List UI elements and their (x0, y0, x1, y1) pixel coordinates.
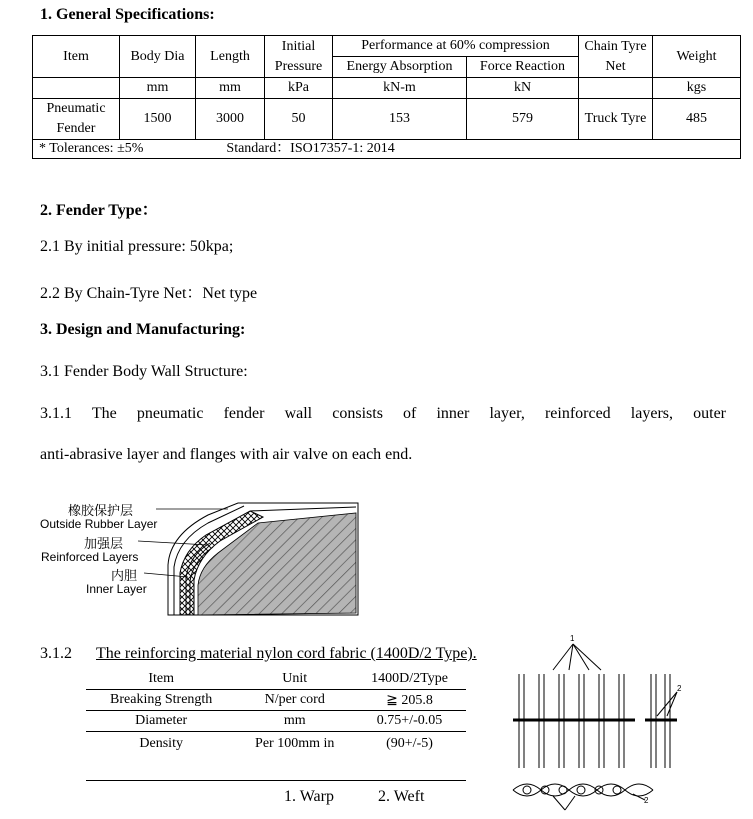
wall-structure-line-2: anti-abrasive layer and flanges with air valve on each end. (40, 446, 413, 463)
cord-row-unit: N/per cord (264, 692, 325, 707)
legend-warp: 1. Warp (284, 788, 334, 805)
header-initial-pressure: Initial Pressure (265, 36, 333, 78)
reinforced-layer-cn: 加强层 (84, 537, 124, 552)
header-energy-absorption: Energy Absorption (333, 57, 467, 78)
fabric-label-2: 2 (677, 684, 682, 693)
unit-body-dia: mm (120, 78, 196, 99)
section-2-title: 2. Fender Type： (40, 202, 158, 219)
row-initial-pressure: 50 (265, 99, 333, 140)
wall-structure-heading: 3.1 Fender Body Wall Structure: (40, 363, 248, 380)
fabric-label-2-bottom: 2 (644, 796, 649, 805)
cord-row-unit: Per 100mm in (255, 736, 335, 751)
cord-header-item: Item (148, 671, 175, 686)
unit-chain-tyre-net (579, 78, 653, 99)
cord-header-type: 1400D/2Type (371, 671, 448, 686)
section-3-title: 3. Design and Manufacturing: (40, 321, 246, 338)
row-weight: 485 (653, 99, 741, 140)
cord-spec-table (86, 669, 466, 781)
header-weight: Weight (653, 36, 741, 78)
unit-energy-absorption: kN-m (333, 78, 467, 99)
cord-fabric-heading: The reinforcing material nylon cord fabric (1400D/2 Type). (96, 645, 477, 662)
cord-row-label: Diameter (135, 713, 188, 728)
row-length: 3000 (196, 99, 265, 140)
header-body-dia: Body Dia (120, 36, 196, 78)
cord-row-unit: mm (283, 713, 306, 728)
legend-weft: 2. Weft (378, 788, 425, 805)
row-body-dia: 1500 (120, 99, 196, 140)
row-energy-absorption: 153 (333, 99, 467, 140)
cord-fabric-diagram (505, 632, 695, 814)
reinforced-layer-en: Reinforced Layers (41, 550, 139, 564)
cord-header-unit: Unit (282, 671, 308, 686)
wall-structure-line-1: 3.1.1 The pneumatic fender wall consists of inner layer, reinforced layers, outer (40, 405, 726, 422)
inner-layer-en: Inner Layer (86, 582, 147, 596)
standard-text: Standard：ISO17357-1: 2014 (226, 141, 395, 156)
inner-layer-cn: 内胆 (111, 569, 138, 584)
tolerance-row (33, 140, 741, 159)
cord-row-value: (90+/-5) (386, 736, 433, 751)
header-chain-tyre-net: Chain Tyre Net (579, 36, 653, 78)
tolerances-text: * Tolerances: ±5% (39, 141, 144, 156)
cord-fabric-number: 3.1.2 (40, 645, 72, 662)
unit-weight: kgs (653, 78, 741, 99)
unit-force-reaction: kN (467, 78, 579, 99)
header-length: Length (196, 36, 265, 78)
fender-type-net: 2.2 By Chain-Tyre Net：Net type (40, 285, 258, 302)
fender-type-pressure: 2.1 By initial pressure: 50kpa; (40, 238, 234, 255)
unit-length: mm (196, 78, 265, 99)
cord-row-label: Breaking Strength (110, 692, 213, 707)
unit-item (33, 78, 120, 99)
outside-layer-en: Outside Rubber Layer (40, 517, 158, 531)
general-spec-table (32, 35, 741, 159)
row-chain-tyre-net: Truck Tyre (579, 99, 653, 140)
row-force-reaction: 579 (467, 99, 579, 140)
row-item: Pneumatic Fender (33, 99, 120, 140)
header-performance: Performance at 60% compression (333, 36, 579, 57)
cord-row-value: 0.75+/-0.05 (376, 713, 443, 728)
header-force-reaction: Force Reaction (467, 57, 579, 78)
unit-initial-pressure: kPa (265, 78, 333, 99)
fabric-label-1: 1 (570, 634, 575, 643)
header-item: Item (33, 36, 120, 78)
outside-layer-cn: 橡胶保护层 (68, 504, 134, 519)
section-1-title: 1. General Specifications: (40, 6, 215, 23)
cord-row-value: ≧ 205.8 (386, 692, 433, 708)
cord-row-label: Density (139, 736, 183, 751)
